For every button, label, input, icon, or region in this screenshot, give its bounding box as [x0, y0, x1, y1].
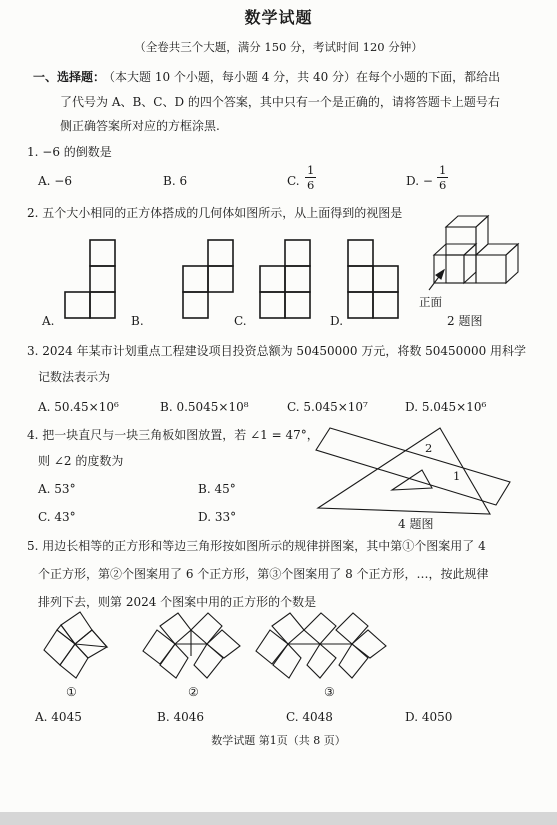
page-title: 数学试题: [244, 8, 313, 27]
q1-stem: 1. −6 的倒数是: [27, 145, 112, 159]
q5-pattern-2: [143, 613, 240, 678]
q4-figure: [0, 420, 557, 520]
q1-c-numerator: 1: [307, 163, 315, 177]
q2-option-d-label: D.: [330, 314, 344, 328]
q5-option-d: D. 4050: [405, 710, 453, 724]
q5-stem-line3: 排列下去，则第 2024 个图案中用的正方形的个数是: [38, 595, 317, 609]
q4-option-a: A. 53°: [38, 482, 76, 496]
q4-stem-line2: 则 ∠2 的度数为: [38, 454, 124, 468]
q5-pattern-1: [44, 612, 107, 678]
q2-option-c-label: C.: [234, 314, 247, 328]
q5-stem-line1: 5. 用边长相等的正方形和等边三角形按如图所示的规律拼图案，其中第①个图案用了 4: [27, 539, 486, 553]
q2-cube-solid: [429, 216, 518, 290]
page-subtitle: （全卷共三个大题，满分 150 分，考试时间 120 分钟）: [134, 40, 423, 54]
q5-pattern-3: [256, 613, 386, 678]
q1-option-d-fraction: [437, 163, 448, 192]
q2-front-label: 正面: [419, 295, 442, 309]
q5-option-c: C. 4048: [286, 710, 333, 724]
section-instruction-line2: 了代号为 A、B、C、D 的四个答案，其中只有一个是正确的，请将答题卡上题号右: [60, 95, 500, 109]
q2-option-b-label: B.: [131, 314, 144, 328]
q2-option-b-view: [183, 240, 233, 318]
q1-c-denominator: 6: [307, 178, 315, 192]
q4-option-b: B. 45°: [198, 482, 236, 496]
q1-d-numerator: 1: [439, 163, 447, 177]
q2-option-a-label: A.: [42, 314, 55, 328]
section-heading: 一、选择题：: [33, 70, 106, 84]
q3-option-c: C. 5.045×10⁷: [287, 400, 368, 414]
q5-pattern-1-label: ①: [66, 685, 77, 699]
q1-option-a: A. −6: [38, 174, 72, 188]
q2-figure-caption: 2 题图: [447, 314, 483, 328]
q1-option-d-label: D. −: [406, 174, 433, 188]
q1-option-c-fraction: [305, 163, 316, 192]
q2-stem: 2. 五个大小相同的正方体搭成的几何体如图所示，从上面得到的视图是: [27, 206, 403, 220]
q4-stem-line1: 4. 把一块直尺与一块三角板如图放置，若 ∠1 = 47°，: [27, 428, 319, 442]
q2-option-c-view: [260, 240, 310, 318]
q5-pattern-2-label: ②: [188, 685, 199, 699]
q2-option-d-view: [348, 240, 398, 318]
q1-option-b: B. 6: [163, 174, 188, 188]
q3-stem-line2: 记数法表示为: [38, 370, 111, 384]
q5-patterns: [0, 608, 557, 698]
q5-option-a: A. 4045: [35, 710, 82, 724]
q2-option-a-view: [65, 240, 115, 318]
q4-angle-1-label: 1: [453, 469, 461, 483]
q1-option-c-label: C.: [287, 174, 300, 188]
q4-option-c: C. 43°: [38, 510, 76, 524]
q5-stem-line2: 个正方形，第②个图案用了 6 个正方形，第③个图案用了 8 个正方形，…，按此规律: [38, 567, 489, 581]
page-footer: 数学试题 第1页（共 8 页）: [211, 734, 346, 747]
q4-figure-caption: 4 题图: [398, 517, 434, 531]
q5-option-b: B. 4046: [157, 710, 204, 724]
q1-d-denominator: 6: [439, 178, 447, 192]
q3-option-d: D. 5.045×10⁶: [405, 400, 487, 414]
section-instruction-line3: 侧正确答案所对应的方框涂黑.: [60, 119, 220, 133]
q3-option-b: B. 0.5045×10⁸: [160, 400, 249, 414]
section-instruction-line1: （本大题 10 个小题，每小题 4 分，共 40 分）在每个小题的下面，都给出: [103, 70, 501, 84]
q3-option-a: A. 50.45×10⁶: [38, 400, 119, 414]
q5-pattern-3-label: ③: [324, 685, 335, 699]
q4-angle-2-label: 2: [425, 441, 433, 455]
q3-stem-line1: 3. 2024 年某市计划重点工程建设项目投资总额为 50450000 万元，将数 50450000 用科学: [27, 344, 527, 358]
q4-option-d: D. 33°: [198, 510, 237, 524]
